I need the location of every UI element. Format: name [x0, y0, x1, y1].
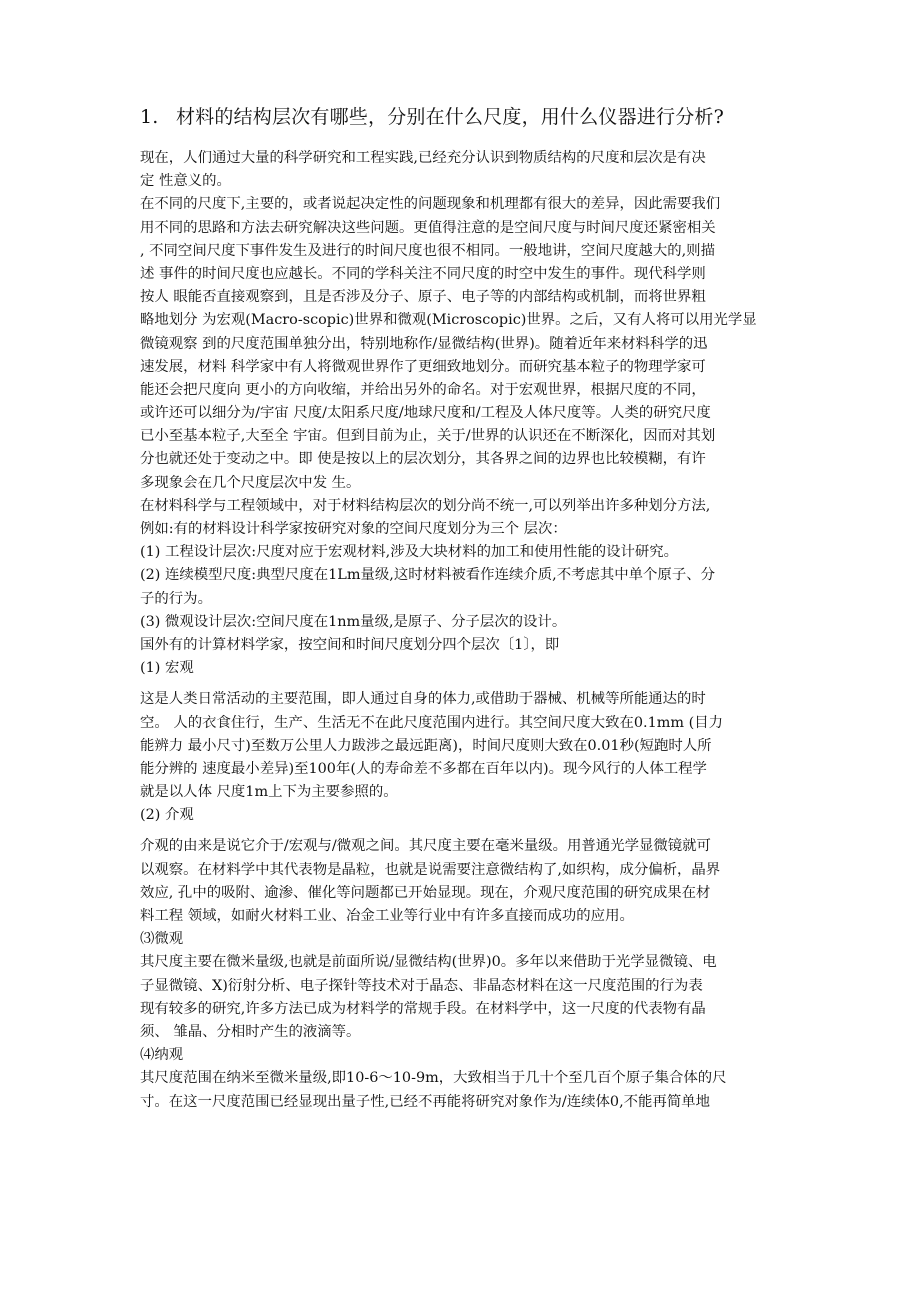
text-line: 速发展，材料 科学家中有人将微观世界作了更细致地划分。而研究基本粒子的物理学家可: [140, 358, 706, 375]
text-line: 国外有的计算材料学家，按空间和时间尺度划分四个层次〔1〕，即: [140, 636, 560, 653]
text-line: 效应, 孔中的吸附、逾渗、催化等问题都已开始显现。现在，介观尺度范围的研究成果在材: [140, 884, 711, 901]
text-line: 用不同的思路和方法去研究解决这些问题。更值得注意的是空间尺度与时间尺度还紧密相关: [140, 219, 716, 236]
text-line: 料工程 领域，如耐火材料工业、冶金工业等行业中有许多直接而成功的应用。: [140, 908, 634, 924]
text-line: 就是以人体 尺度1m上下为主要参照的。: [140, 784, 398, 801]
text-line: 在不同的尺度下,主要的，或者说起决定性的问题现象和机理都有很大的差异，因此需要我们: [140, 196, 721, 213]
text-line: 空。 人的衣食住行，生产、生活无不在此尺度范围内进行。其空间尺度大致在0.1mm (目力: [140, 714, 724, 731]
text-line: 子的行为。: [140, 590, 212, 607]
text-line: (2) 介观: [140, 807, 194, 824]
text-line: 现在，人们通过大量的科学研究和工程实践,已经充分认识到物质结构的尺度和层次是有决: [140, 150, 706, 166]
text-line: 须、 雏晶、分相时产生的液滴等。: [140, 1023, 361, 1040]
text-line: 寸。在这一尺度范围已经显现出量子性,已经不再能将研究对象作为/连续体0,不能再简单地: [140, 1093, 710, 1110]
text-line: 微镜观察 到的尺度范围单独分出，特别地称作/显微结构(世界)。随着近年来材料科学的迅: [140, 335, 708, 352]
text-line: 述 事件的时间尺度也应越长。不同的学科关注不同尺度的时空中发生的事件。现代科学则: [140, 265, 706, 282]
text-line: 或许还可以细分为/宇宙 尺度/太阳系尺度/地球尺度和/工程及人体尺度等。人类的研究尺度: [140, 405, 711, 422]
text-line: 能还会把尺度向 更小的方向收缩，并给出另外的命名。对于宏观世界，根据尺度的不同，: [140, 381, 706, 398]
text-line: 以观察。在材料学中其代表物是晶粒，也就是说需要注意微结构了,如织构，成分偏析，晶界: [140, 861, 721, 878]
text-line: 其尺度范围在纳米至微米量级,即10-6～10-9m，大致相当于几十个至几百个原子集合体的尺: [140, 1070, 727, 1087]
text-line: 分也就还处于变动之中。即 使是按以上的层次划分，其各界之间的边界也比较模糊，有许: [140, 451, 706, 468]
question-title: 材料的结构层次有哪些，分别在什么尺度，用什么仪器进行分析?: [176, 106, 724, 128]
text-line: 能分辨的 速度最小差异)至100年(人的寿命差不多都在百年以内)。现今风行的人体工程学: [140, 760, 707, 777]
spacer: [140, 827, 790, 835]
text-line: 在材料科学与工程领域中，对于材料结构层次的划分尚不统一,可以列举出许多种划分方法,: [140, 497, 711, 514]
text-line: 多现象会在几个尺度层次中发 生。: [140, 474, 361, 491]
question-number: 1.: [140, 106, 159, 128]
text-line: ⑷纳观: [140, 1047, 184, 1064]
text-line: 其尺度主要在微米量级,也就是前面所说/显微结构(世界)0。多年以来借助于光学显微镜、电: [140, 954, 717, 971]
text-line: 能辨力 最小尺寸)至数万公里人力跋涉之最远距离)，时间尺度则大致在0.01秒(短跑时人所: [140, 737, 712, 754]
answer-body: [140, 147, 790, 1114]
text-line: , 不同空间尺度下事件发生及进行的时间尺度也很不相同。一般地讲，空间尺度越大的,则描: [140, 242, 715, 259]
text-line: (3) 微观设计层次:空间尺度在1nm量级,是原子、分子层次的设计。: [140, 613, 567, 630]
text-line: (1) 宏观: [140, 660, 194, 677]
text-line: 已小至基本粒子,大至全 宇宙。但到目前为止，关于/世界的认识还在不断深化，因而对其划: [140, 428, 716, 445]
spacer: [140, 680, 790, 688]
text-line: 略地划分 为宏观(Macro-scopic)世界和微观(Microscopic)世界。之后，又有人将可以用光学显: [140, 312, 757, 329]
text-line: 按人 眼能否直接观察到，且是否涉及分子、原子、电子等的内部结构或机制，而将世界粗: [140, 289, 706, 306]
text-line: (1) 工程设计层次:尺度对应于宏观材料,涉及大块材料的加工和使用性能的设计研究。: [140, 544, 679, 561]
text-line: 例如:有的材料设计科学家按研究对象的空间尺度划分为三个 层次：: [140, 521, 567, 537]
text-line: 这是人类日常活动的主要范围，即人通过自身的体力,或借助于器械、机械等所能通达的时: [140, 691, 706, 708]
question-heading: [140, 103, 840, 131]
text-line: 定 性意义的。: [140, 173, 231, 190]
text-line: 现有较多的研究,许多方法已成为材料学的常规手段。在材料学中，这一尺度的代表物有晶: [140, 1000, 706, 1017]
text-line: 介观的由来是说它介于/宏观与/微观之间。其尺度主要在毫米量级。用普通光学显微镜就可: [140, 838, 711, 855]
text-line: 子显微镜、X)衍射分析、电子探针等技术对于晶态、非晶态材料在这一尺度范围的行为表: [140, 977, 703, 994]
text-line: (2) 连续模型尺度:典型尺度在1Lm量级,这时材料被看作连续介质,不考虑其中单个原子、分: [140, 567, 715, 584]
text-line: ⑶微观: [140, 931, 184, 948]
